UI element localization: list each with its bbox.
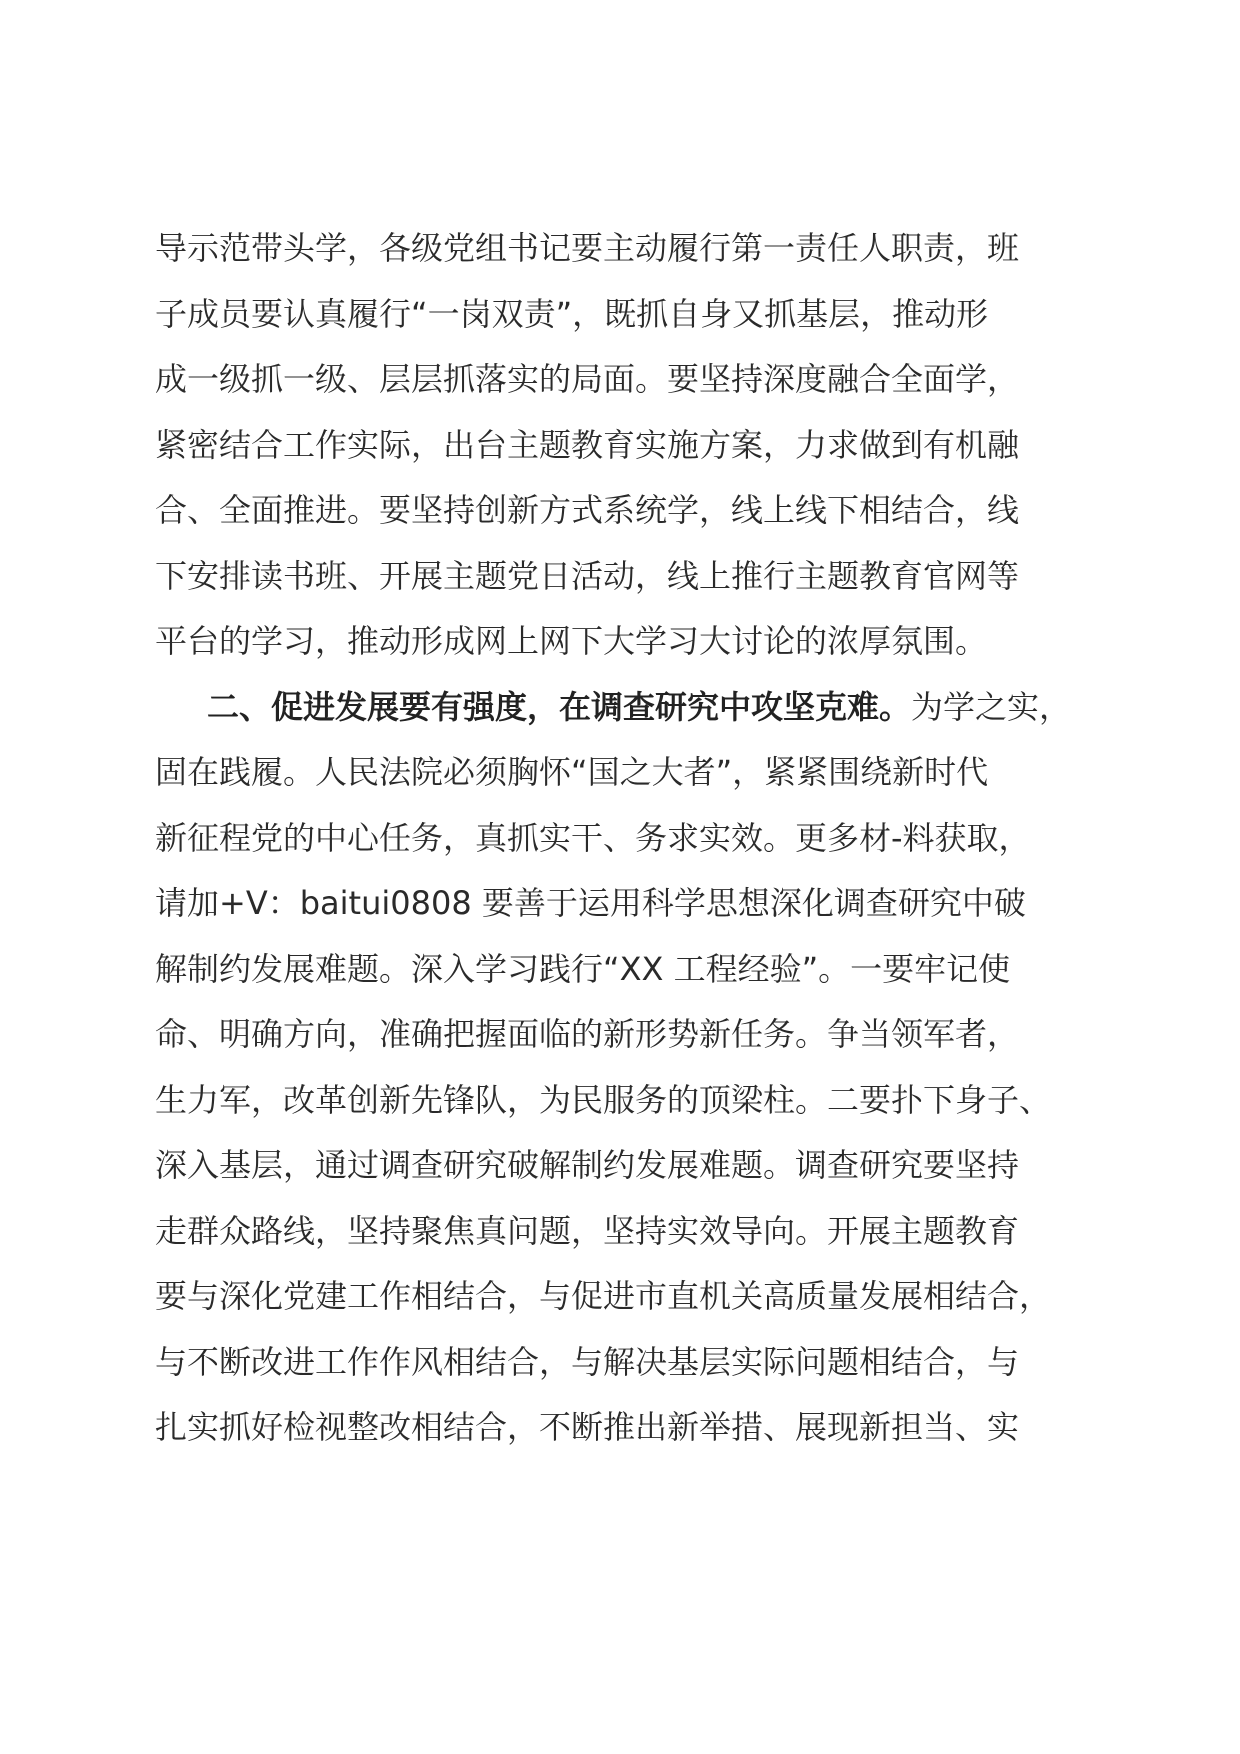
section-heading: 二、促进发展要有强度，在调查研究中攻坚克难。 — [207, 687, 912, 726]
text-line: 紧密结合工作实际，出台主题教育实施方案，力求做到有机融 — [155, 425, 1020, 464]
text-line: 导示范带头学，各级党组书记要主动履行第一责任人职责，班 — [155, 229, 1020, 267]
text-line: 解制约发展难题。深入学习践行“XX 工程经验”。一要牢记使 — [155, 949, 1011, 988]
section-heading-tail: 为学之实， — [911, 687, 1072, 726]
text-line: 走群众路线，坚持聚焦真问题，坚持实效导向。开展主题教育 — [155, 1211, 1020, 1250]
body-text — [155, 216, 1095, 1461]
text-line: 子成员要认真履行“一岗双责”，既抓自身又抓基层，推动形 — [155, 294, 989, 333]
text-line: 固在践履。人民法院必须胸怀“国之大者”，紧紧围绕新时代 — [155, 753, 989, 791]
text-line: 生力军，改革创新先锋队，为民服务的顶梁柱。二要扑下身子、 — [155, 1080, 1052, 1119]
text-line: 新征程党的中心任务，真抓实干、务求实效。更多材-料获取， — [155, 818, 1031, 857]
text-line: 与不断改进工作作风相结合，与解决基层实际问题相结合，与 — [155, 1342, 1020, 1381]
text-line: 平台的学习，推动形成网上网下大学习大讨论的浓厚氛围。 — [155, 622, 988, 660]
text-line: 命、明确方向，准确把握面临的新形势新任务。争当领军者， — [155, 1015, 1020, 1053]
text-line: 合、全面推进。要坚持创新方式系统学，线上线下相结合，线 — [155, 491, 1020, 529]
section-heading-line — [155, 675, 1095, 741]
text-line: 要与深化党建工作相结合，与促进市直机关高质量发展相结合， — [155, 1277, 1052, 1315]
text-line: 扎实抓好检视整改相结合，不断推出新举措、展现新担当、实 — [155, 1408, 1020, 1446]
text-line: 下安排读书班、开展主题党日活动，线上推行主题教育官网等 — [155, 556, 1020, 595]
text-line: 深入基层，通过调查研究破解制约发展难题。调查研究要坚持 — [155, 1146, 1020, 1184]
text-line: 请加+V：baitui0808 要善于运用科学思想深化调查研究中破 — [155, 884, 1026, 922]
text-line: 成一级抓一级、层层抓落实的局面。要坚持深度融合全面学， — [155, 360, 1020, 398]
